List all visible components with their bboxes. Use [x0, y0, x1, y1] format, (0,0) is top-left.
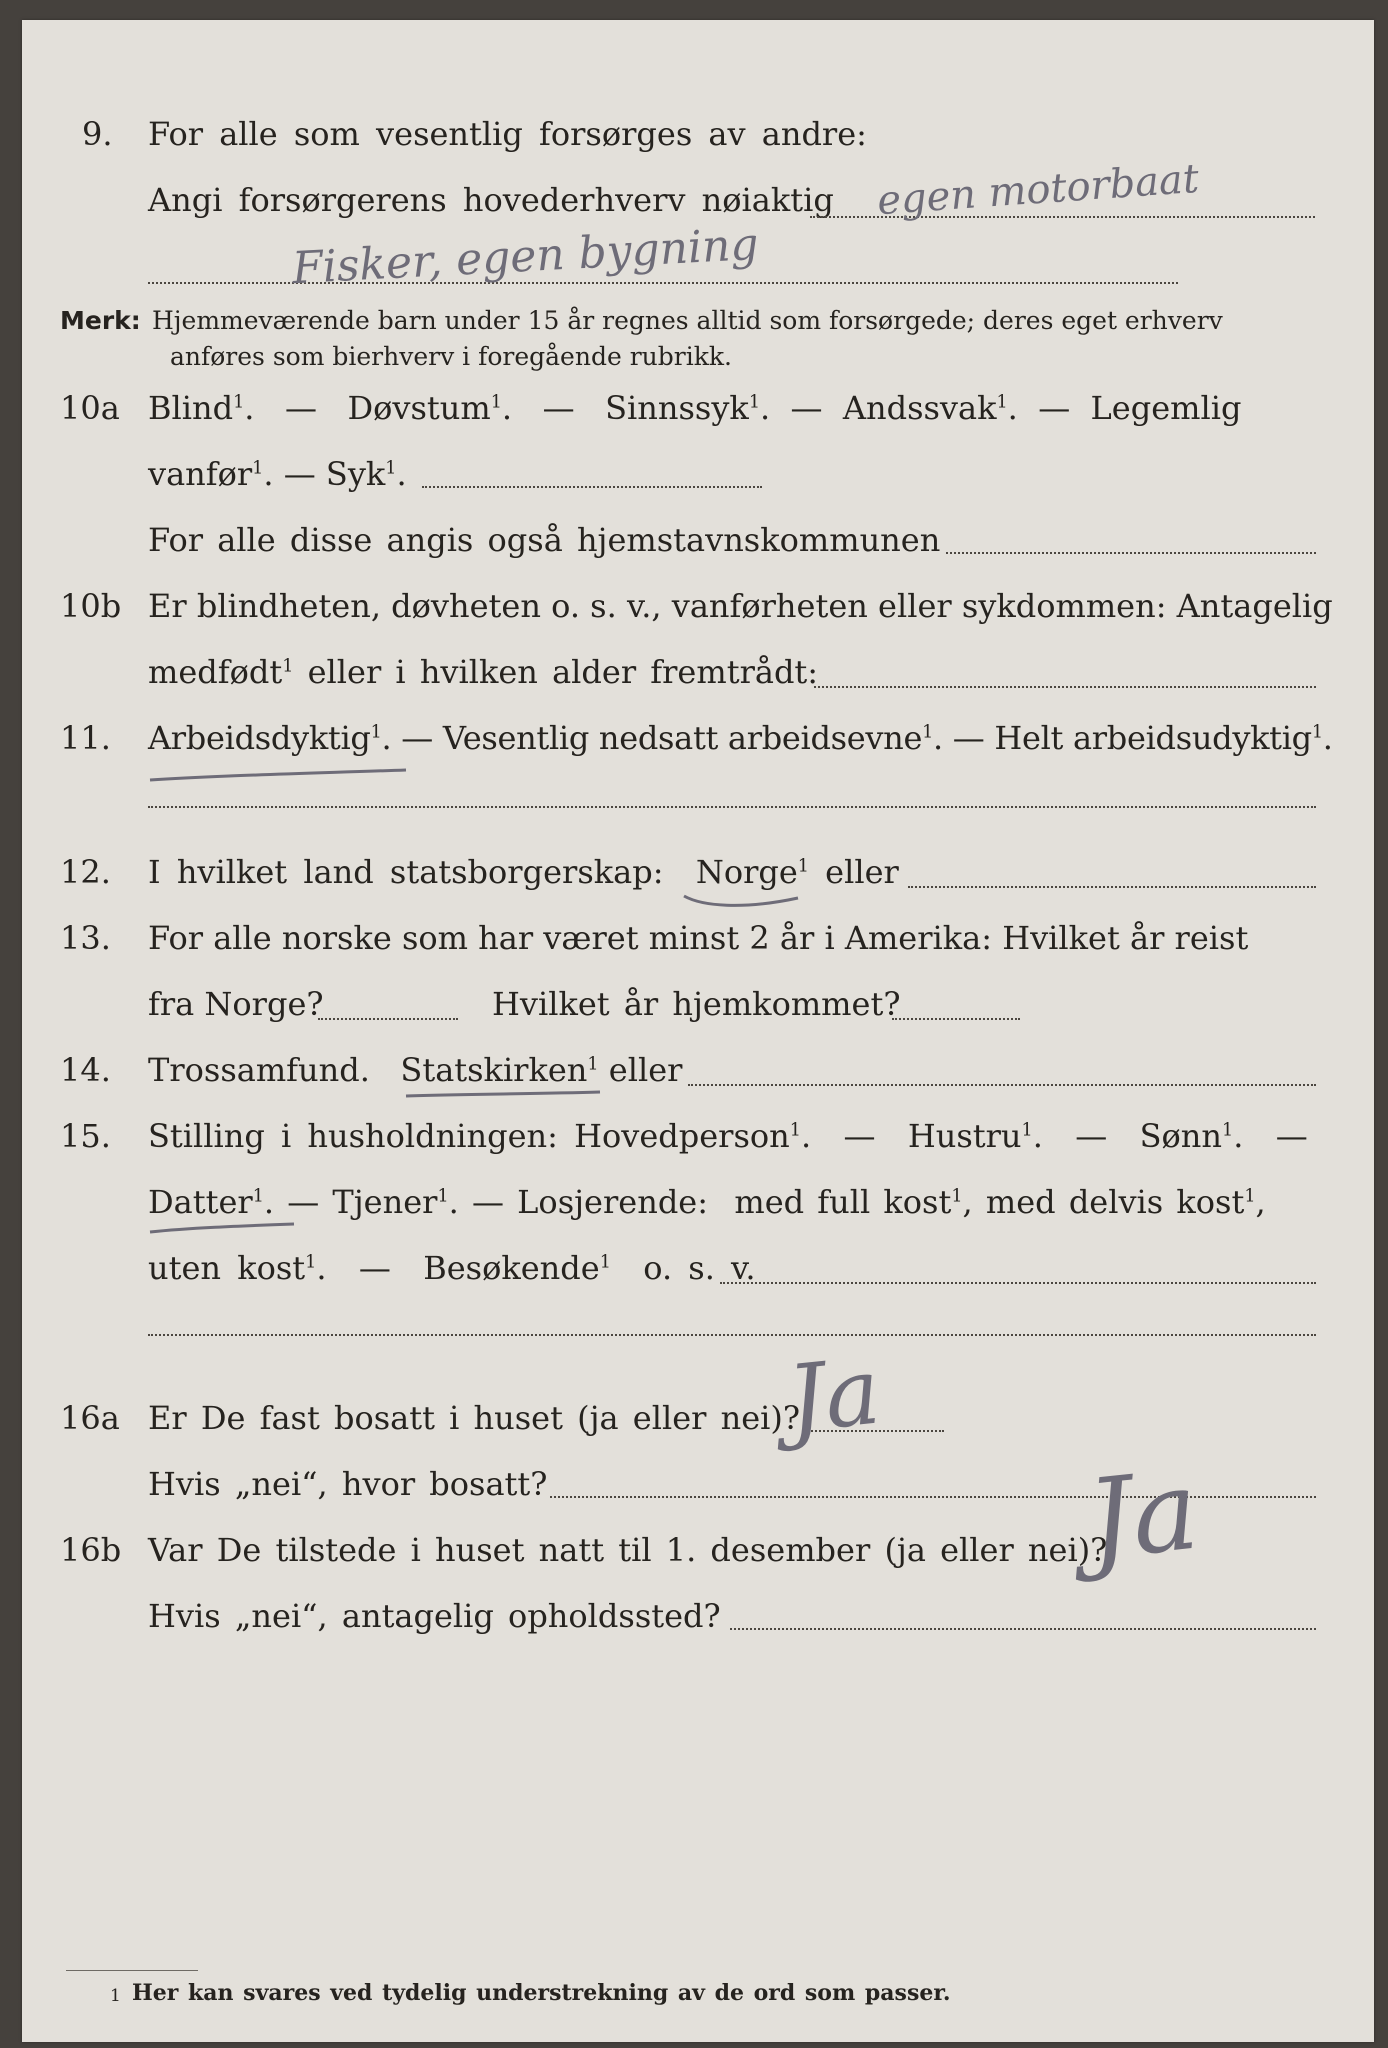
- q12-number: 12.: [60, 853, 111, 891]
- q9-line1: For alle som vesentlig forsørges av andre:: [148, 115, 867, 153]
- q13-number: 13.: [60, 919, 111, 957]
- q10a-andssvak: Andssvak: [842, 389, 997, 427]
- q16a-handwritten-answer: Ja: [782, 1337, 886, 1454]
- q11-answer-line: [148, 806, 1316, 808]
- q15-answer-line2: [148, 1334, 1316, 1336]
- q14-line1: Trossamfund. Statskirken$^1$ eller: [148, 1051, 683, 1089]
- footnote-text: Her kan svares ved tydelig understrekning av de ord som passer.: [132, 1980, 951, 2006]
- footnote-number: 1: [110, 1986, 121, 2006]
- q13-year-right-line: [892, 1018, 1020, 1020]
- q16a-number: 16a: [60, 1399, 120, 1437]
- q12-statsborgerskap: I hvilket land statsborgerskap:: [148, 853, 664, 891]
- q16b-number: 16b: [60, 1531, 122, 1569]
- q10a-line2: vanfør$^1$. — Syk$^1$.: [148, 455, 407, 493]
- q10b-alder: eller i hvilken alder fremtrådt:: [307, 653, 819, 691]
- q10a-vanfor: vanfør: [148, 455, 253, 493]
- q15-besokende: Besøkende: [423, 1249, 600, 1287]
- q10b-answer-line: [814, 686, 1316, 688]
- q10b-line2: medfødt$^1$ eller i hvilken alder fremtrådt:: [148, 653, 819, 691]
- q9-number: 9.: [82, 115, 113, 153]
- q15-losjerende: Losjerende:: [517, 1183, 709, 1221]
- q10a-syk: Syk: [325, 455, 386, 493]
- q10a-number: 10a: [60, 389, 120, 427]
- q10a-sinnssyk: Sinnssyk: [605, 389, 749, 427]
- q15-line3: uten kost$^1$. — Besøkende$^1$ o. s. v.: [148, 1249, 756, 1287]
- q12-handwritten-underline: [682, 886, 802, 916]
- q16a-answer-line2: [550, 1496, 1316, 1498]
- q9-handwritten-answer1: egen motorbaat: [875, 155, 1201, 225]
- q15-sonn: Sønn: [1139, 1117, 1222, 1155]
- merk-line1: Hjemmeværende barn under 15 år regnes alltid som forsørgede; deres eget erhverv: [152, 306, 1223, 335]
- q16b-handwritten-answer: Ja: [1081, 1445, 1205, 1585]
- q12-answer-line: [908, 886, 1316, 888]
- q16b-line2: Hvis „nei“, antagelig opholdssted?: [148, 1597, 721, 1635]
- q9-handwritten-answer2: Fisker, egen bygning: [290, 218, 760, 295]
- q11-arbeidsdyktig: Arbeidsdyktig: [148, 719, 371, 757]
- q13-year-left-line: [318, 1018, 458, 1020]
- q10b-number: 10b: [60, 587, 122, 625]
- q13-hjemkommet: Hvilket år hjemkommet?: [492, 985, 901, 1023]
- merk-line2: anføres som bierhverv i foregående rubrikk.: [170, 342, 732, 371]
- q9-line2: Angi forsørgerens hovederhverv nøiaktig: [148, 181, 834, 219]
- q13-line1: For alle norske som har været minst 2 år i Amerika: Hvilket år reist: [148, 919, 1249, 957]
- q14-answer-line: [688, 1084, 1316, 1086]
- q14-statskirken: Statskirken: [400, 1051, 588, 1089]
- q12-line1: I hvilket land statsborgerskap: Norge$^1$ eller: [148, 853, 899, 891]
- q10a-syk-line: [422, 486, 762, 488]
- q15-osv: o. s. v.: [643, 1249, 756, 1287]
- q14-trossamfund: Trossamfund.: [148, 1051, 370, 1089]
- q15-hovedperson: Stilling i husholdningen: Hovedperson: [148, 1117, 790, 1155]
- q12-norge: Norge: [695, 853, 798, 891]
- q15-number: 15.: [60, 1117, 111, 1155]
- q11-number: 11.: [60, 719, 111, 757]
- census-form-page: [22, 20, 1374, 2042]
- q15-answer-line: [720, 1282, 1316, 1284]
- q10a-line1: Blind$^1$. — Døvstum$^1$. — Sinnssyk$^1$. — Andssvak$^1$. — Legemlig: [148, 389, 1242, 427]
- q10a-legemlig: Legemlig: [1090, 389, 1242, 427]
- q15-tjener: Tjener: [332, 1183, 438, 1221]
- q15-handwritten-underline: [148, 1216, 298, 1242]
- q15-delvis-kost: med delvis kost: [985, 1183, 1245, 1221]
- q16a-line2: Hvis „nei“, hvor bosatt?: [148, 1465, 548, 1503]
- q10b-line1: Er blindheten, døvheten o. s. v., vanførheten eller sykdommen: Antagelig: [148, 587, 1333, 625]
- q10b-medfodt: medfødt: [148, 653, 283, 691]
- q11-nedsatt: Vesentlig nedsatt arbeidsevne: [442, 719, 923, 757]
- q15-datter: Datter: [148, 1183, 253, 1221]
- q16b-line1: Var De tilstede i huset natt til 1. desember (ja eller nei)?: [148, 1531, 1108, 1569]
- q15-uten-kost: uten kost: [148, 1249, 306, 1287]
- merk-label: Merk:: [60, 306, 141, 335]
- q12-eller: eller: [825, 853, 899, 891]
- q13-fra-norge: fra Norge?: [148, 985, 324, 1023]
- footnote-rule: [66, 1970, 198, 1971]
- q16a-line1: Er De fast bosatt i huset (ja eller nei)?: [148, 1399, 801, 1437]
- q11-line1: Arbeidsdyktig$^1$. — Vesentlig nedsatt arbeidsevne$^1$. — Helt arbeidsudyktig$^1$.: [148, 719, 1333, 757]
- q15-line1: Stilling i husholdningen: Hovedperson$^1$. — Hustru$^1$. — Sønn$^1$. —: [148, 1117, 1308, 1155]
- q15-hustru: Hustru: [907, 1117, 1022, 1155]
- q16b-answer-line: [730, 1628, 1316, 1630]
- q14-eller: eller: [608, 1051, 683, 1089]
- q10a-blind: Blind: [148, 389, 234, 427]
- q10a-line3: For alle disse angis også hjemstavnskommunen: [148, 521, 941, 559]
- q14-number: 14.: [60, 1051, 111, 1089]
- q14-handwritten-underline: [404, 1082, 604, 1106]
- q10a-answer-line: [946, 552, 1316, 554]
- q11-handwritten-underline: [148, 758, 410, 788]
- q15-line2: Datter$^1$. — Tjener$^1$. — Losjerende: med full kost$^1$, med delvis kost$^1$,: [148, 1183, 1266, 1221]
- q10a-dovstum: Døvstum: [347, 389, 491, 427]
- q11-udyktig: Helt arbeidsudyktig: [994, 719, 1312, 757]
- q15-full-kost: med full kost: [734, 1183, 952, 1221]
